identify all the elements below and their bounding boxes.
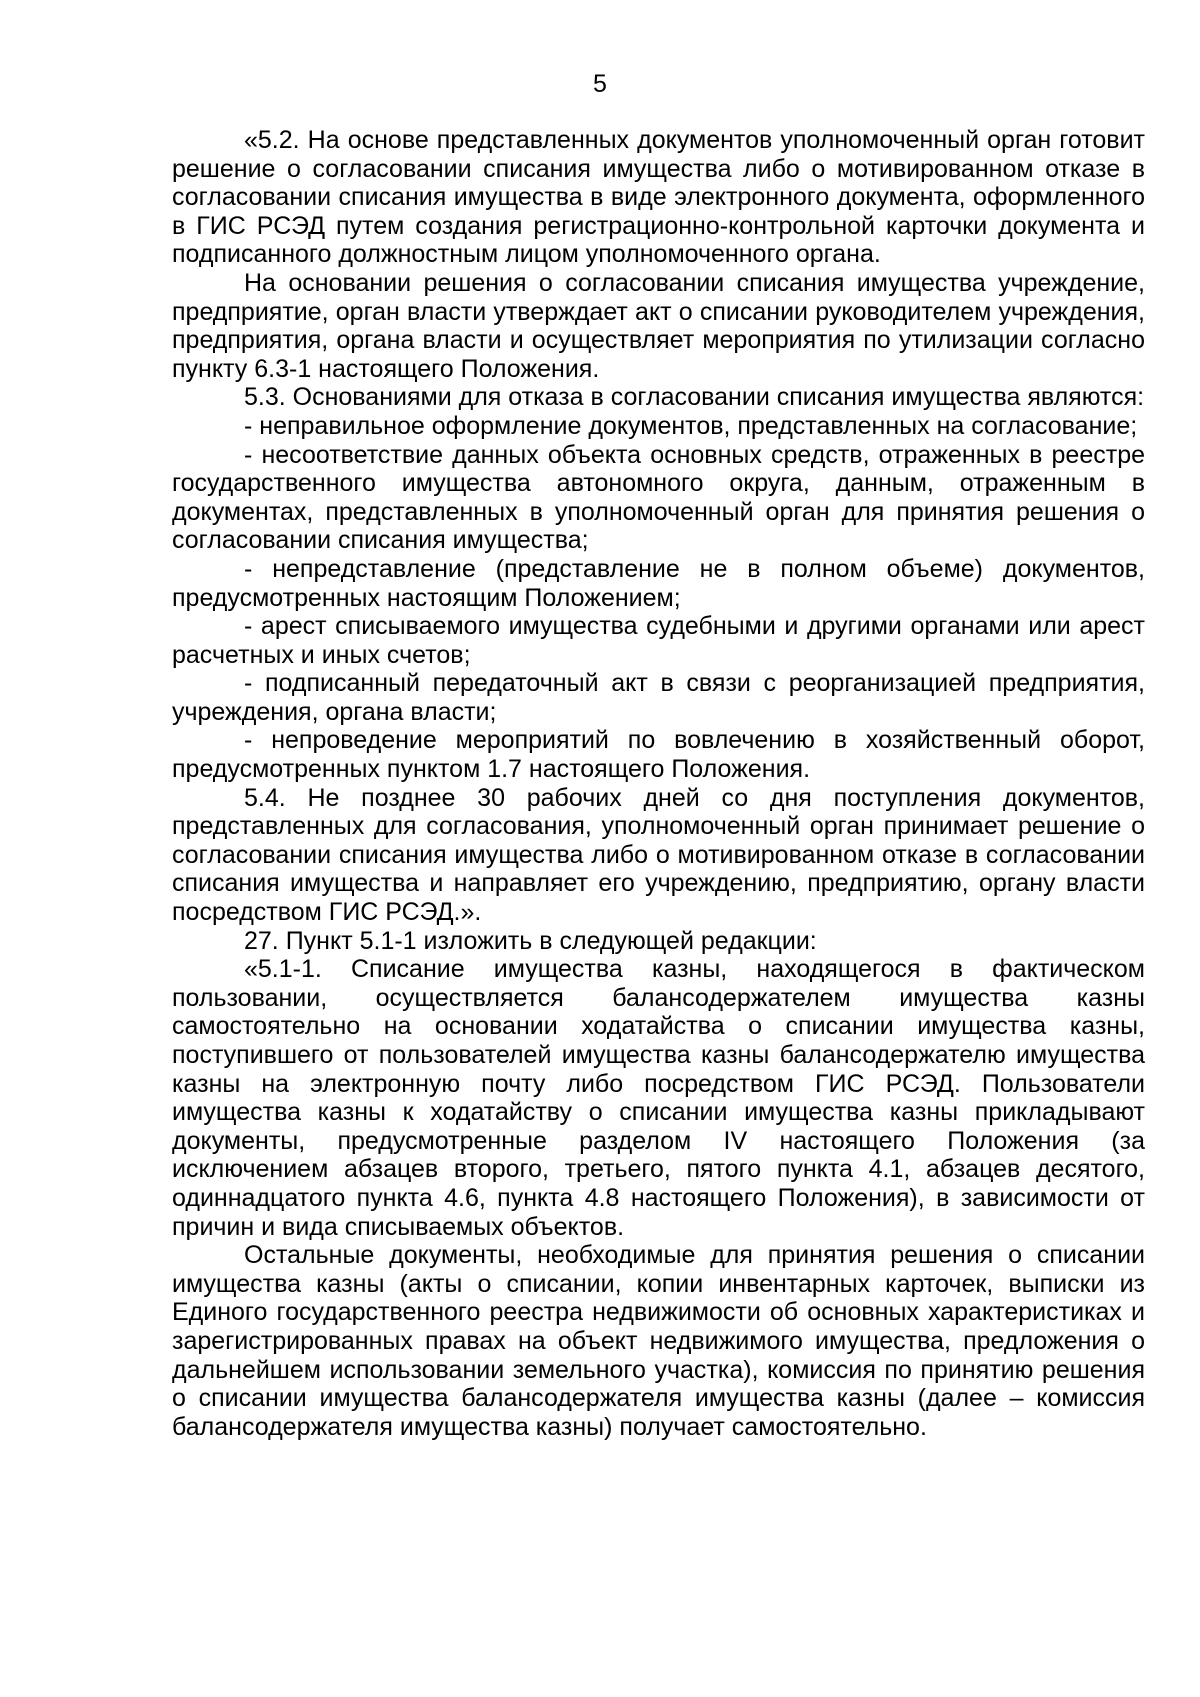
list-item-data-mismatch: - несоответствие данных объекта основных средств, отраженных в реестре государственного имущества автономного округа, данным, отраженным в документах, представленных в уполномоченный орган для принятия решения о согласовании списания имущества; <box>172 440 1145 555</box>
list-item-missing-docs: - непредставление (представление не в полном объеме) документов, предусмотренных настоящим Положением; <box>172 554 1145 612</box>
paragraph-5-4: 5.4. Не позднее 30 рабочих дней со дня поступления документов, представленных для согласования, уполномоченный орган принимает решение о согласовании списания имущества либо о мотивированном отказе в согласовании списания имущества и направляет его учреждению, предприятию, органу власти посредством ГИС РСЭД.». <box>172 783 1145 927</box>
list-item-arrest: - арест списываемого имущества судебными и другими органами или арест расчетных и иных счетов; <box>172 612 1145 669</box>
document-body <box>172 126 1145 1441</box>
page-number: 5 <box>593 70 607 98</box>
paragraph-5-3: 5.3. Основаниями для отказа в согласовании списания имущества являются: <box>244 383 1145 412</box>
paragraph-27: 27. Пункт 5.1-1 изложить в следующей редакции: <box>244 926 817 955</box>
paragraph-other-docs: Остальные документы, необходимые для принятия решения о списании имущества казны (акты о списании, копии инвентарных карточек, выписки из Единого государственного реестра недвижимости об основных характеристиках и зарегистрированных правах на объект недвижимого имущества, предложения о дальнейшем использовании земельного участка), комиссия по принятию решения о списании имущества балансодержателя имущества казны (далее – комиссия балансодержателя имущества казны) получает самостоятельно. <box>172 1241 1145 1441</box>
list-item-no-measures: - непроведение мероприятий по вовлечению в хозяйственный оборот, предусмотренных пунктом 1.7 настоящего Положения. <box>172 726 1145 784</box>
paragraph-5-1-1: «5.1-1. Списание имущества казны, находящегося в фактическом пользовании, осуществляется балансодержателем имущества казны самостоятельно на основании ходатайства о списании имущества казны, поступившего от пользователей имущества казны балансодержателю имущества казны на электронную почту либо посредством ГИС РСЭД. Пользователи имущества казны к ходатайству о списании имущества казны прикладывают документы, предусмотренные разделом IV настоящего Положения (за исключением абзацев второго, третьего, пятого пункта 4.1, абзацев десятого, одиннадцатого пункта 4.6, пункта 4.8 настоящего Положения), в зависимости от причин и вида списываемых объектов. <box>172 955 1145 1241</box>
paragraph-approval-basis: На основании решения о согласовании списания имущества учреждение, предприятие, орган власти утверждает акт о списании руководителем учреждения, предприятия, органа власти и осуществляет мероприятия по утилизации согласно пункту 6.3-1 настоящего Положения. <box>172 268 1145 383</box>
list-item-improper-docs: - неправильное оформление документов, представленных на согласование; <box>244 411 1138 440</box>
paragraph-5-2: «5.2. На основе представленных документов уполномоченный орган готовит решение о согласовании списания имущества либо о мотивированном отказе в согласовании списания имущества в виде электронного документа, оформленного в ГИС РСЭД путем создания регистрационно-контрольной карточки документа и подписанного должностным лицом уполномоченного органа. <box>172 126 1145 269</box>
list-item-transfer-act: - подписанный передаточный акт в связи с реорганизацией предприятия, учреждения, органа власти; <box>172 669 1145 726</box>
